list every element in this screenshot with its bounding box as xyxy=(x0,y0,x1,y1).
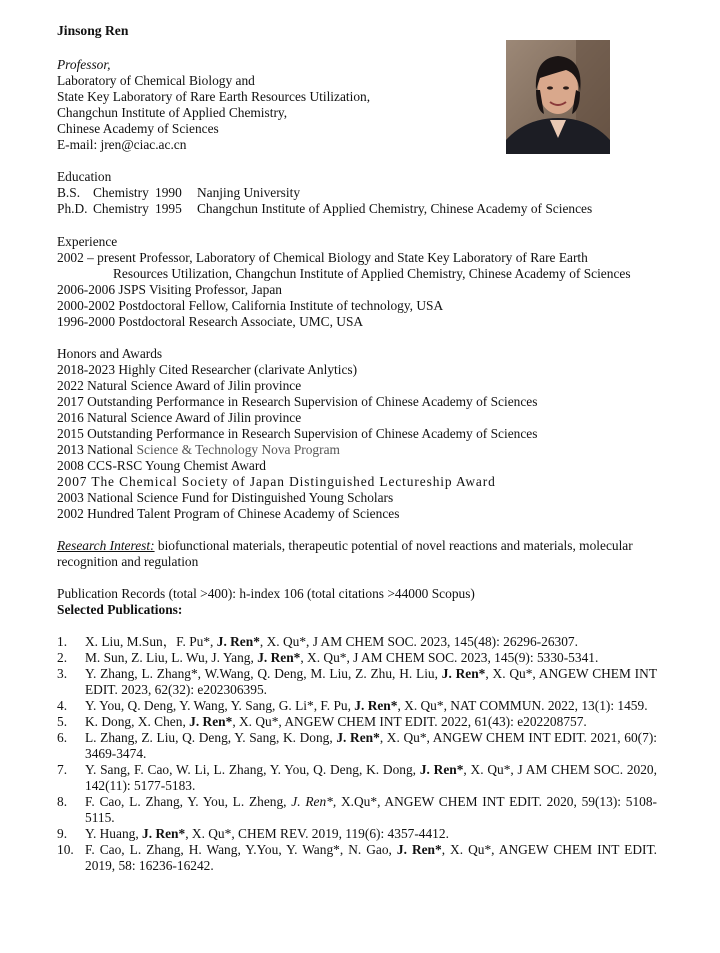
publication-number: 8. xyxy=(57,794,68,809)
author-highlight: J. Ren* xyxy=(441,666,486,681)
honor-item: 2015 Outstanding Performance in Research Supervision of Chinese Academy of Sciences xyxy=(57,426,538,441)
publication-item xyxy=(57,842,657,874)
publication-item xyxy=(57,698,657,714)
education-section xyxy=(57,169,592,217)
publication-item xyxy=(57,714,657,730)
publication-number: 6. xyxy=(57,730,68,745)
author-highlight: J. Ren* xyxy=(216,634,260,649)
publication-citation: M. Sun, Z. Liu, L. Wu, J. Yang, J. Ren*, X. Qu*, J AM CHEM SOC. 2023, 145(9): 5330-5341. xyxy=(85,650,599,665)
honor-prefix: 2013 National xyxy=(57,442,137,457)
publication-item xyxy=(57,794,657,826)
education-title: Education xyxy=(57,169,112,184)
publication-number: 3. xyxy=(57,666,68,681)
education-row xyxy=(57,201,592,217)
profile-line: State Key Laboratory of Rare Earth Resources Utilization, xyxy=(57,89,371,104)
research-interest-text: biofunctional materials, therapeutic potential of novel reactions and materials, molecular recognition and regulation xyxy=(57,538,633,569)
author-highlight: J. Ren* xyxy=(142,826,186,841)
experience-row: 2002 – present Professor, Laboratory of Chemical Biology and State Key Laboratory of Rare Earth xyxy=(57,250,588,265)
honor-program: Science & Technology Nova Program xyxy=(136,442,340,457)
experience-section xyxy=(57,234,631,330)
publication-number: 5. xyxy=(57,714,68,729)
person-name: Jinsong Ren xyxy=(57,23,129,38)
degree: Ph.D. xyxy=(57,201,88,216)
honor-item: 2002 Hundred Talent Program of Chinese Academy of Sciences xyxy=(57,506,400,521)
profile-line: Chinese Academy of Sciences xyxy=(57,121,219,136)
publication-item xyxy=(57,762,657,794)
author-highlight: J. Ren* xyxy=(354,698,398,713)
publication-number: 4. xyxy=(57,698,68,713)
honor-item: 2008 CCS-RSC Young Chemist Award xyxy=(57,458,266,473)
profile-title: Professor, xyxy=(57,57,111,72)
year: 1990 xyxy=(155,185,182,200)
publication-citation: L. Zhang, Z. Liu, Q. Deng, Y. Sang, K. Dong, J. Ren*, X. Qu*, ANGEW CHEM INT EDIT. 2021, 60(7): 3469-3474. xyxy=(85,730,657,761)
school: Nanjing University xyxy=(197,185,301,200)
experience-row-continued: Resources Utilization, Changchun Institute of Applied Chemistry, Chinese Academy of Sciences xyxy=(113,266,631,281)
profile-line: Laboratory of Chemical Biology and xyxy=(57,73,255,88)
honors-title: Honors and Awards xyxy=(57,346,163,361)
honor-item: 2022 Natural Science Award of Jilin province xyxy=(57,378,302,393)
field: Chemistry xyxy=(93,185,149,200)
portrait-image xyxy=(506,40,610,154)
author-highlight: J. Ren* xyxy=(189,714,233,729)
research-interest-label: Research Interest: xyxy=(57,538,155,553)
publication-citation: Y. Zhang, L. Zhang*, W.Wang, Q. Deng, M. Liu, Z. Zhu, H. Liu, J. Ren*, X. Qu*, ANGEW CHEM INT EDIT. 2023, 62(32): e202306395. xyxy=(85,666,657,697)
publication-records: Publication Records (total >400): h-index 106 (total citations >44000 Scopus) xyxy=(57,586,475,601)
author-highlight: J. Ren* xyxy=(336,730,380,745)
publication-number: 10. xyxy=(57,842,74,857)
honor-item xyxy=(57,442,537,458)
honor-item: 2017 Outstanding Performance in Research Supervision of Chinese Academy of Sciences xyxy=(57,394,538,409)
honor-item: 2016 Natural Science Award of Jilin province xyxy=(57,410,302,425)
publication-item xyxy=(57,666,657,698)
experience-title: Experience xyxy=(57,234,118,249)
profile-block xyxy=(57,57,370,153)
publication-citation: Y. You, Q. Deng, Y. Wang, Y. Sang, G. Li*, F. Pu, J. Ren*, X. Qu*, NAT COMMUN. 2022, 13(1): 1459. xyxy=(85,698,648,713)
field: Chemistry xyxy=(93,201,149,216)
honor-item: 2018-2023 Highly Cited Researcher (clarivate Anlytics) xyxy=(57,362,358,377)
experience-row: 2006-2006 JSPS Visiting Professor, Japan xyxy=(57,282,282,297)
publication-number: 9. xyxy=(57,826,68,841)
honor-item: 2003 National Science Fund for Distinguished Young Scholars xyxy=(57,490,394,505)
author-highlight: J. Ren* xyxy=(396,842,442,857)
experience-row: 2000-2002 Postdoctoral Fellow, California Institute of technology, USA xyxy=(57,298,444,313)
publication-number: 2. xyxy=(57,650,68,665)
publication-number: 1. xyxy=(57,634,68,649)
publication-citation: F. Cao, L. Zhang, Y. You, L. Zheng, J. Ren*, X.Qu*, ANGEW CHEM INT EDIT. 2020, 59(13): 5108-5115. xyxy=(85,794,657,825)
portrait-photo xyxy=(506,40,610,154)
publication-item xyxy=(57,634,657,650)
publication-list xyxy=(57,634,657,874)
education-row xyxy=(57,185,592,201)
profile-email: E-mail: jren@ciac.ac.cn xyxy=(57,137,187,152)
school: Changchun Institute of Applied Chemistry, Chinese Academy of Sciences xyxy=(197,201,593,216)
publication-citation: Y. Sang, F. Cao, W. Li, L. Zhang, Y. You, Q. Deng, K. Dong, J. Ren*, X. Qu*, J AM CHEM SOC. 2020, 142(11): 5177-5183. xyxy=(85,762,657,793)
year: 1995 xyxy=(155,201,182,216)
experience-row: 1996-2000 Postdoctoral Research Associate, UMC, USA xyxy=(57,314,364,329)
honors-section xyxy=(57,346,537,522)
author-highlight: J. Ren* xyxy=(257,650,301,665)
publication-citation: K. Dong, X. Chen, J. Ren*, X. Qu*, ANGEW CHEM INT EDIT. 2022, 61(43): e202208757. xyxy=(85,714,587,729)
publication-citation: F. Cao, L. Zhang, H. Wang, Y.You, Y. Wang*, N. Gao, J. Ren*, X. Qu*, ANGEW CHEM INT EDIT. 2019, 58: 16236-16242. xyxy=(85,842,657,873)
publication-item xyxy=(57,826,657,842)
research-interest xyxy=(57,538,667,570)
publication-item xyxy=(57,650,657,666)
publication-citation: Y. Huang, J. Ren*, X. Qu*, CHEM REV. 2019, 119(6): 4357-4412. xyxy=(85,826,449,841)
profile-line: Changchun Institute of Applied Chemistry, xyxy=(57,105,288,120)
publication-citation: X. Liu, M.Sun，F. Pu*, J. Ren*, X. Qu*, J AM CHEM SOC. 2023, 145(48): 26296-26307. xyxy=(85,634,578,649)
degree: B.S. xyxy=(57,185,81,200)
publication-number: 7. xyxy=(57,762,68,777)
selected-publications-title: Selected Publications: xyxy=(57,602,183,617)
author-highlight: J. Ren*, xyxy=(291,794,337,809)
publication-item xyxy=(57,730,657,762)
author-highlight: J. Ren* xyxy=(419,762,464,777)
publication-records-block xyxy=(57,586,475,618)
honor-item: 2007 The Chemical Society of Japan Distinguished Lectureship Award xyxy=(57,474,496,489)
